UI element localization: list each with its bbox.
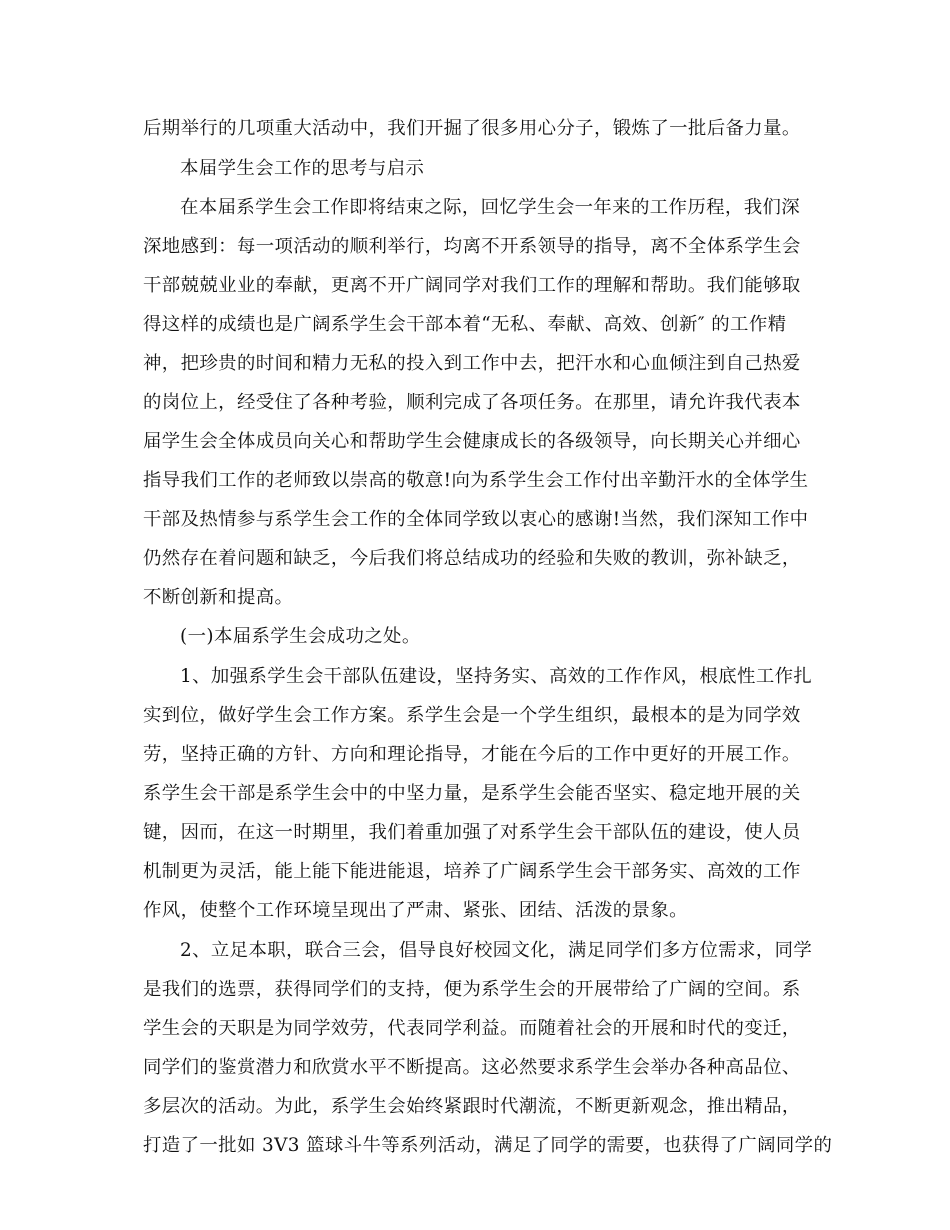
text-line: 指导我们工作的老师致以崇高的敬意!向为系学生会工作付出辛勤汗水的全体学生 xyxy=(143,470,809,491)
text-line: 2、立足本职，联合三会，倡导良好校园文化，满足同学们多方位需求，同学 xyxy=(180,940,813,961)
text-line: 干部及热情参与系学生会工作的全体同学致以衷心的感谢!当然，我们深知工作中 xyxy=(143,509,809,530)
text-line: 同学们的鉴赏潜力和欣赏水平不断提高。这必然要求系学生会举办各种高品位、 xyxy=(143,1057,801,1078)
text-line: 系学生会干部是系学生会中的中坚力量，是系学生会能否坚实、稳定地开展的关 xyxy=(143,783,801,804)
text-line: 在本届系学生会工作即将结束之际，回忆学生会一年来的工作历程，我们深 xyxy=(180,197,801,218)
text-line: 的岗位上，经受住了各种考验，顺利完成了各项任务。在那里，请允许我代表本 xyxy=(143,392,801,413)
text-line: 得这样的成绩也是广阔系学生会干部本着“无私、奉献、高效、创新″ 的工作精 xyxy=(143,314,787,335)
text-line: 不断创新和提高。 xyxy=(143,587,294,608)
text-line: 深地感到：每一项活动的顺利举行，均离不开系领导的指导，离不全体系学生会 xyxy=(143,236,801,257)
text-line: 多层次的活动。为此，系学生会始终紧跟时代潮流，不断更新观念，推出精品， xyxy=(143,1096,801,1117)
text-line: 劳，坚持正确的方针、方向和理论指导，才能在今后的工作中更好的开展工作。 xyxy=(143,744,801,765)
text-line: 作风，使整个工作环境呈现出了严肃、紧张、团结、活泼的景象。 xyxy=(143,900,688,921)
text-line: 1、加强系学生会干部队伍建设，坚持务实、高效的工作作风，根底性工作扎 xyxy=(180,666,813,687)
text-line: 届学生会全体成员向关心和帮助学生会健康成长的各级领导，向长期关心并细心 xyxy=(143,431,801,452)
text-line: 神，把珍贵的时间和精力无私的投入到工作中去，把汗水和心血倾注到自己热爱 xyxy=(143,353,801,374)
text-line: 键，因而，在这一时期里，我们着重加强了对系学生会干部队伍的建设，使人员 xyxy=(143,822,801,843)
subsection-heading: (一)本届系学生会成功之处。 xyxy=(180,626,421,647)
text-line: 机制更为灵活，能上能下能进能退，培养了广阔系学生会干部务实、高效的工作 xyxy=(143,861,801,882)
text-line: 干部兢兢业业的奉献，更离不开广阔同学对我们工作的理解和帮助。我们能够取 xyxy=(143,275,801,296)
text-line: 是我们的选票，获得同学们的支持，便为系学生会的开展带给了广阔的空间。系 xyxy=(143,979,801,1000)
text-line: 仍然存在着问题和缺乏，今后我们将总结成功的经验和失败的教训，弥补缺乏， xyxy=(143,548,801,569)
text-line: 后期举行的几项重大活动中，我们开掘了很多用心分子，锻炼了一批后备力量。 xyxy=(143,118,801,139)
text-line: 打造了一批如 3V3 篮球斗牛等系列活动，满足了同学的需要，也获得了广阔同学的 xyxy=(143,1135,833,1156)
text-line: 实到位，做好学生会工作方案。系学生会是一个学生组织，最根本的是为同学效 xyxy=(143,705,801,726)
text-line: 学生会的天职是为同学效劳，代表同学利益。而随着社会的开展和时代的变迁， xyxy=(143,1018,801,1039)
section-heading: 本届学生会工作的思考与启示 xyxy=(180,158,425,179)
